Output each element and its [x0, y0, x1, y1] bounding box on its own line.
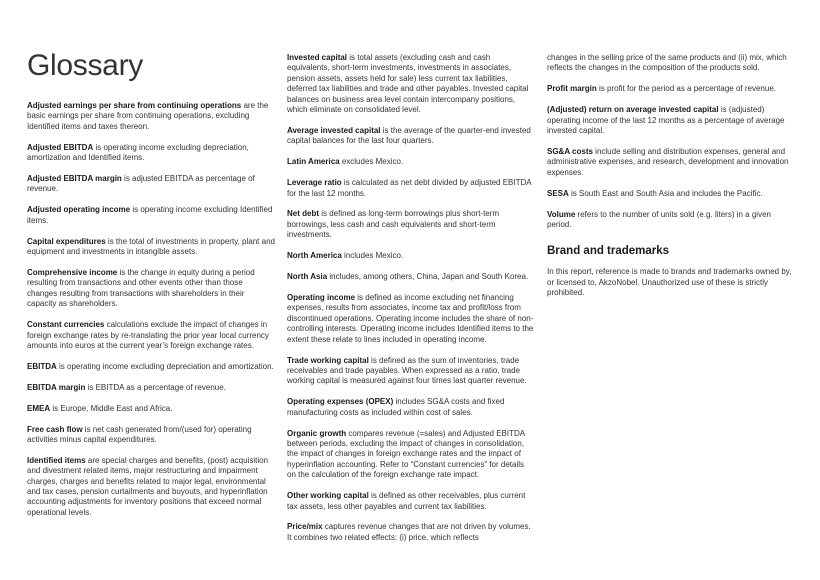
glossary-entry	[287, 491, 535, 512]
glossary-entry	[27, 268, 275, 310]
glossary-definition: is the average of the quarter-end invested capital balances for the last four quarters.	[287, 125, 531, 146]
glossary-definition: excludes Mexico.	[339, 157, 404, 167]
glossary-entry	[27, 174, 275, 195]
glossary-term: Constant currencies	[27, 320, 105, 330]
glossary-entry	[27, 383, 275, 393]
glossary-definition: calculations exclude the impact of changes in foreign exchange rates by re-translating the prior year local currency amounts into euros at the current year’s foreign exchange rates.	[27, 320, 269, 350]
glossary-column-1	[27, 101, 275, 529]
glossary-term: North America	[287, 251, 342, 261]
glossary-definition: refers to the number of units sold (e.g. liters) in a given period.	[547, 209, 771, 229]
glossary-term: SG&A costs	[547, 146, 593, 156]
glossary-term: Adjusted EBITDA margin	[27, 174, 122, 184]
glossary-definition: include selling and distribution expenses, general and administrative expenses, and research, development and innovation expenses.	[547, 146, 789, 177]
glossary-term: North Asia	[287, 272, 328, 282]
glossary-term: Organic growth	[287, 428, 347, 438]
brand-trademarks-text: In this report, reference is made to brands and trademarks owned by, or licensed to, AkzoNobel. Unauthorized use of these is strictly prohibited.	[547, 267, 792, 298]
glossary-definition: includes Mexico.	[341, 251, 404, 261]
glossary-entry	[287, 157, 535, 167]
glossary-term: Latin America	[287, 157, 340, 167]
glossary-entry	[27, 425, 275, 446]
glossary-entry	[547, 84, 795, 94]
glossary-term: Adjusted EBITDA	[27, 142, 94, 152]
glossary-entry	[27, 237, 275, 258]
glossary-term: Operating income	[287, 293, 356, 302]
glossary-definition: is defined as long-term borrowings plus short-term borrowings, less cash and cash equivalents and short-term investments.	[287, 209, 500, 240]
glossary-entry	[27, 404, 275, 414]
glossary-entry	[547, 189, 795, 199]
glossary-term: Invested capital	[287, 53, 348, 62]
glossary-entry	[27, 143, 275, 164]
glossary-definition: captures revenue changes that are not driven by volumes. It combines two related effects: (i) price, which reflects	[287, 522, 531, 542]
glossary-term: Adjusted earnings per share from continuing operations	[27, 101, 242, 110]
glossary-entry	[27, 205, 275, 226]
glossary-definition: is Europe, Middle East and Africa.	[50, 403, 173, 413]
glossary-term: Trade working capital	[287, 355, 369, 365]
glossary-definition: is EBITDA as a percentage of revenue.	[85, 382, 226, 392]
glossary-entry	[287, 53, 535, 115]
glossary-definition: is operating income excluding depreciation, amortization and Identified items.	[27, 142, 249, 163]
glossary-entry	[27, 456, 275, 518]
glossary-definition: includes, among others, China, Japan and South Korea.	[327, 272, 529, 282]
glossary-entry	[27, 101, 275, 132]
glossary-definition: is operating income excluding Identified items.	[27, 205, 273, 225]
glossary-entry	[287, 126, 535, 147]
page-title: Glossary	[27, 49, 143, 82]
glossary-definition: is calculated as net debt divided by adjusted EBITDA for the last 12 months.	[287, 178, 532, 198]
glossary-definition: are special charges and benefits, (post) acquisition and divestment related items, major restructuring and impairment charges, charges and benefits related to major legal, environmental and tax cases, pension curtailments and buyouts, and hyperinflation accounting adjustments for inventory positions that exceed normal operational levels.	[27, 455, 269, 517]
section-heading-brand-trademarks: Brand and trademarks	[547, 245, 670, 258]
glossary-entry	[547, 147, 795, 178]
glossary-term: EMEA	[27, 403, 51, 413]
glossary-entry	[287, 209, 535, 240]
glossary-term: (Adjusted) return on average invested capital	[547, 105, 719, 115]
glossary-term: EBITDA	[27, 361, 57, 371]
glossary-entries	[547, 53, 795, 230]
glossary-definition: is net cash generated from/(used for) operating activities minus capital expenditures.	[27, 424, 252, 444]
glossary-term: EBITDA margin	[27, 382, 86, 392]
glossary-definition: is South East and South Asia and includes the Pacific.	[568, 188, 763, 198]
glossary-term: Other working capital	[287, 491, 369, 501]
glossary-term: Free cash flow	[27, 424, 83, 434]
glossary-term: Volume	[547, 209, 576, 219]
glossary-entry	[287, 397, 535, 418]
glossary-definition: is the total of investments in property, plant and equipment and investments in intangible assets.	[27, 236, 275, 257]
glossary-term: Leverage ratio	[287, 178, 342, 188]
glossary-definition: changes in the selling price of the same products and (ii) mix, which reflects the changes in the composition of the products sold.	[547, 53, 787, 73]
glossary-entry	[27, 362, 275, 372]
glossary-term: Adjusted operating income	[27, 205, 131, 215]
glossary-term: Average invested capital	[287, 125, 381, 135]
glossary-term: SESA	[547, 188, 569, 198]
glossary-term: Net debt	[287, 209, 319, 219]
glossary-entry	[287, 356, 535, 387]
glossary-entry	[287, 522, 535, 543]
glossary-entry	[547, 210, 795, 231]
glossary-definition: includes SG&A costs and fixed manufacturing costs as included within cost of sales.	[287, 397, 505, 417]
glossary-entry	[547, 105, 795, 136]
glossary-term: Profit margin	[547, 84, 597, 94]
glossary-entry	[287, 272, 535, 282]
glossary-column-3	[547, 53, 795, 299]
glossary-entry	[287, 178, 535, 199]
glossary-definition: is profit for the period as a percentage of revenue.	[596, 84, 776, 94]
glossary-term: Comprehensive income	[27, 267, 118, 277]
glossary-definition: is operating income excluding depreciation and amortization.	[56, 361, 274, 371]
glossary-term: Capital expenditures	[27, 236, 106, 246]
glossary-term: Identified items	[27, 455, 86, 465]
glossary-column-2	[287, 53, 535, 554]
glossary-definition: are the basic earnings per share from continuing operations, excluding Identified items and taxes thereon.	[27, 101, 269, 131]
glossary-entry	[287, 251, 535, 261]
glossary-definition: is defined as the sum of inventories, trade receivables and trade payables. When expressed as a ratio, trade working capital is measured against four times last quarter revenue.	[287, 355, 527, 386]
glossary-entry	[27, 320, 275, 351]
glossary-entry	[547, 53, 795, 74]
glossary-entry	[287, 429, 535, 481]
glossary-term: Operating expenses (OPEX)	[287, 397, 394, 407]
glossary-definition: is total assets (excluding cash and cash equivalents, short-term investments, investments in associates, pension assets, assets held for sale) less current tax liabilities, deferred tax liabilities and trade and other payables. Invested capital balances on business area level contain intercompany positions, which eliminate on consolidated level.	[287, 53, 529, 115]
glossary-entry	[287, 293, 535, 345]
glossary-definition: compares revenue (=sales) and Adjusted EBITDA between periods, excluding the impact of changes in consolidation, the impact of changes in foreign exchange rates and the impact of hyperinflation accounting. Refer to “Constant currencies” for details on the calculation of the foreign exchange rate impact.	[287, 428, 525, 480]
glossary-definition: is (adjusted) operating income of the last 12 months as a percentage of average invested capital.	[547, 105, 785, 136]
glossary-definition: is defined as income excluding net financing expenses, results from associates, income tax and profit/loss from discontinued operations. Operating income includes the share of non-controlling interests. Operating income includes Identified items to the extent these relate to lines included in operating income.	[287, 293, 534, 344]
glossary-term: Price/mix	[287, 522, 323, 532]
glossary-definition: is defined as other receivables, plus current tax assets, less other payables and current tax liabilities.	[287, 491, 526, 511]
glossary-definition: is adjusted EBITDA as percentage of revenue.	[27, 174, 255, 194]
glossary-definition: is the change in equity during a period resulting from transactions and other events other than those changes resulting from transactions with shareholders in their capacity as shareholders.	[27, 267, 255, 309]
